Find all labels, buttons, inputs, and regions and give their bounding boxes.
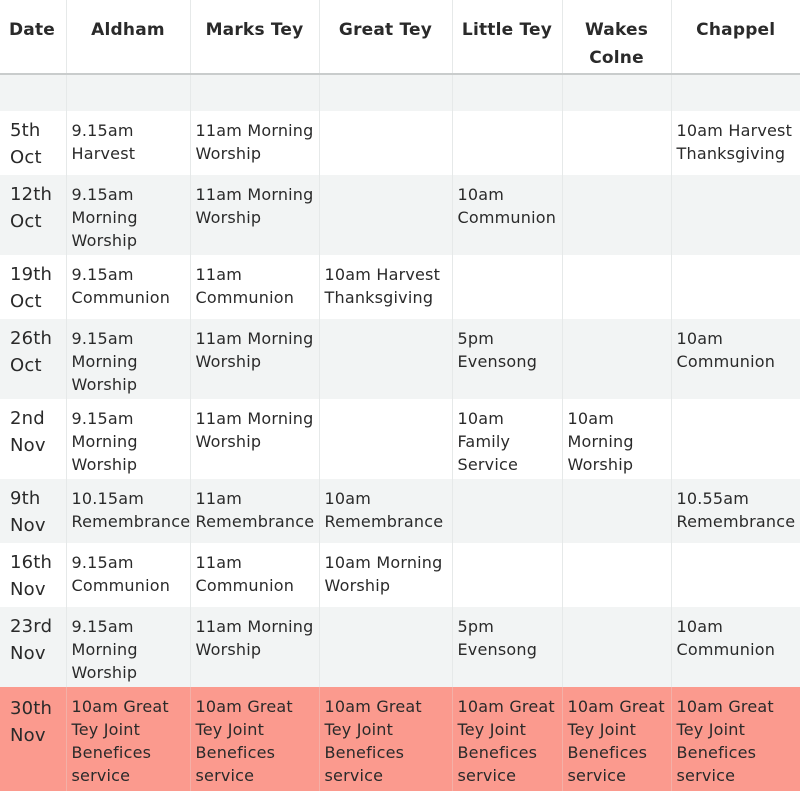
service-cell: 9.15am Communion bbox=[66, 543, 190, 607]
service-cell: 10am Harvest Thanksgiving bbox=[676, 121, 793, 163]
table-row bbox=[0, 399, 800, 479]
service-cell bbox=[452, 479, 562, 543]
date-cell: 12th Oct bbox=[0, 175, 66, 255]
empty-cell bbox=[452, 74, 562, 111]
service-cell: 9.15am Harvest bbox=[66, 111, 190, 175]
column-header-little-tey: Little Tey bbox=[452, 0, 562, 74]
service-cell: 10.15am Remembrance bbox=[66, 479, 190, 543]
service-cell: 10am Great Tey Joint Benefices service bbox=[319, 687, 452, 791]
empty-cell bbox=[562, 74, 671, 111]
service-cell: 9.15am Morning Worship bbox=[66, 607, 190, 687]
service-cell: 10am Harvest Thanksgiving bbox=[319, 255, 452, 319]
service-cell: 9.15am Morning Worship bbox=[66, 319, 190, 399]
service-cell: 10am Family Service bbox=[452, 399, 562, 479]
service-cell: 11am Communion bbox=[190, 255, 319, 319]
service-cell bbox=[452, 255, 562, 319]
service-cell: 10am Great Tey Joint Benefices service bbox=[190, 687, 319, 791]
service-cell: 11am Morning Worship bbox=[190, 175, 319, 255]
service-cell: 9.15am Communion bbox=[66, 255, 190, 319]
service-cell: 10am Morning Worship bbox=[562, 399, 671, 479]
service-cell: 9.15am Morning Worship bbox=[66, 399, 190, 479]
table-row bbox=[0, 319, 800, 399]
table-row bbox=[0, 543, 800, 607]
service-cell bbox=[319, 111, 452, 175]
column-header-wakes-colne: Wakes Colne bbox=[562, 0, 671, 74]
date-cell: 23rd Nov bbox=[0, 607, 66, 687]
service-cell: 10am Great Tey Joint Benefices service bbox=[452, 687, 562, 791]
service-cell: 11am Morning Worship bbox=[190, 607, 319, 687]
empty-cell bbox=[671, 74, 800, 111]
service-cell bbox=[452, 111, 562, 175]
column-header-great-tey: Great Tey bbox=[319, 0, 452, 74]
header-row bbox=[0, 0, 800, 74]
empty-cell bbox=[319, 74, 452, 111]
table-row bbox=[0, 175, 800, 255]
empty-cell bbox=[66, 74, 190, 111]
service-cell: 5pm Evensong bbox=[452, 607, 562, 687]
service-cell: 11am Communion bbox=[190, 543, 319, 607]
service-cell bbox=[562, 607, 671, 687]
service-cell: 9.15am Morning Worship bbox=[66, 175, 190, 255]
service-cell: 10am Great Tey Joint Benefices service bbox=[66, 687, 190, 791]
service-cell: 10am Great Tey Joint Benefices service bbox=[676, 697, 774, 785]
table-row bbox=[0, 111, 800, 175]
service-cell: 11am Morning Worship bbox=[190, 399, 319, 479]
date-cell: 19th Oct bbox=[0, 255, 66, 319]
service-cell: 10am Communion bbox=[676, 329, 776, 371]
service-cell bbox=[562, 175, 671, 255]
service-cell: 10am Morning Worship bbox=[319, 543, 452, 607]
service-cell: 11am Morning Worship bbox=[190, 319, 319, 399]
service-cell bbox=[562, 255, 671, 319]
service-cell bbox=[319, 399, 452, 479]
service-cell bbox=[562, 543, 671, 607]
spacer-row bbox=[0, 74, 800, 111]
table-row bbox=[0, 607, 800, 687]
service-cell: 11am Remembrance bbox=[190, 479, 319, 543]
column-header-date: Date bbox=[0, 0, 66, 74]
date-cell: 16th Nov bbox=[0, 543, 66, 607]
service-cell: 10am Great Tey Joint Benefices service bbox=[562, 687, 671, 791]
column-header-marks-tey: Marks Tey bbox=[190, 0, 319, 74]
service-cell bbox=[671, 255, 800, 319]
service-cell: 5pm Evensong bbox=[452, 319, 562, 399]
service-cell bbox=[671, 399, 800, 479]
service-cell: 11am Morning Worship bbox=[190, 111, 319, 175]
service-cell bbox=[562, 319, 671, 399]
service-cell bbox=[452, 543, 562, 607]
empty-cell bbox=[190, 74, 319, 111]
service-cell bbox=[319, 607, 452, 687]
date-cell: 5th Oct bbox=[0, 111, 66, 175]
empty-cell bbox=[0, 74, 66, 111]
table-row-highlighted bbox=[0, 687, 800, 791]
table-row bbox=[0, 479, 800, 543]
table-row bbox=[0, 255, 800, 319]
date-cell: 30th Nov bbox=[0, 687, 66, 791]
service-cell bbox=[319, 319, 452, 399]
date-cell: 26th Oct bbox=[0, 319, 66, 399]
service-cell bbox=[671, 175, 800, 255]
date-cell: 2nd Nov bbox=[0, 399, 66, 479]
date-cell: 9th Nov bbox=[0, 479, 66, 543]
service-cell: 10am Communion bbox=[452, 175, 562, 255]
service-cell: 10am Remembrance bbox=[319, 479, 452, 543]
service-cell bbox=[562, 479, 671, 543]
column-header-chappel: Chappel bbox=[671, 0, 800, 74]
service-cell: 10am Communion bbox=[676, 617, 776, 659]
service-cell bbox=[671, 543, 800, 607]
column-header-aldham: Aldham bbox=[66, 0, 190, 74]
service-cell: 10.55am Remembrance bbox=[676, 489, 796, 531]
service-cell bbox=[319, 175, 452, 255]
service-cell bbox=[562, 111, 671, 175]
